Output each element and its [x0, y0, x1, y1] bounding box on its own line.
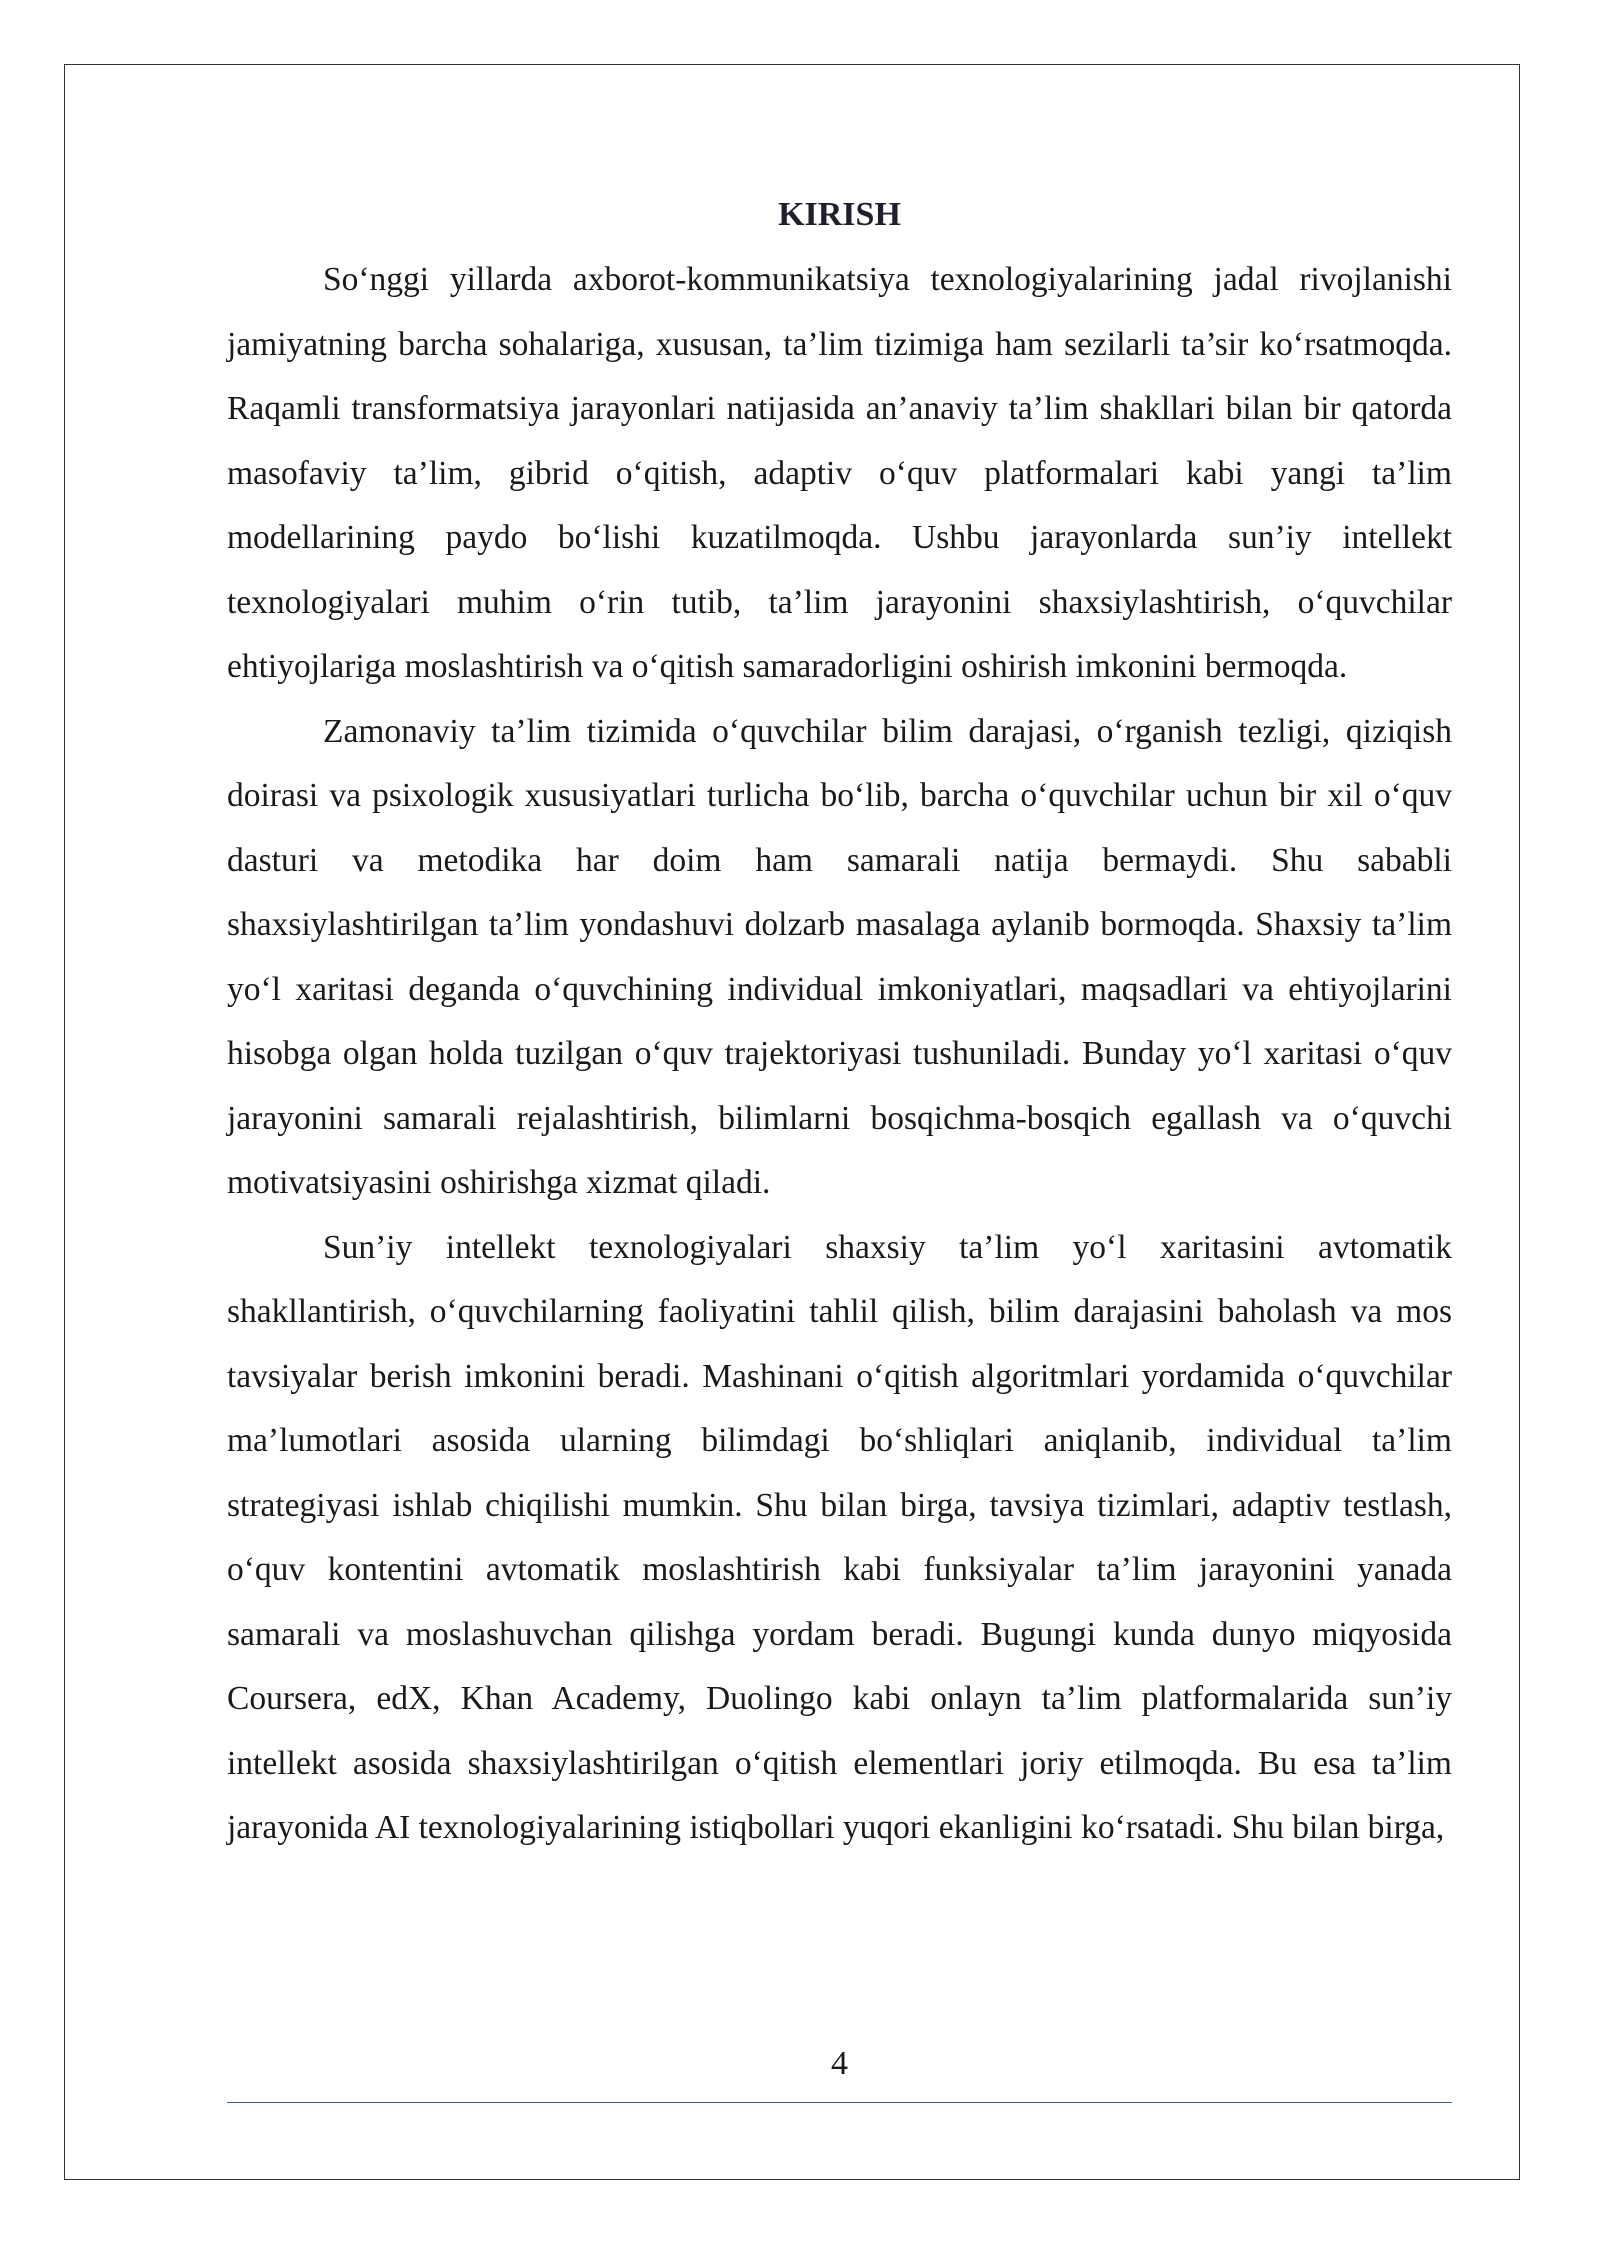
page-number: 4 [831, 2045, 848, 2082]
paragraph-3: Sun’iy intellekt texnologiyalari shaxsiy ta’lim yo‘l xaritasini avtomatik shakllantirish, o‘quvchilarning faoliyatini tahlil qilish, bilim darajasini baholash va mos tavsiyalar berish imkonini beradi. Mashinani o‘qitish algoritmlari yordamida o‘quvchilar ma’lumotlari asosida ularning bilimdagi bo‘shliqlari aniqlanib, individual ta’lim strategiyasi ishlab chiqilishi mumkin. Shu bilan birga, tavsiya tizimlari, adaptiv testlash, o‘quv kontentini avtomatik moslashtirish kabi funksiyalar ta’lim jarayonini yanada samarali va moslashuvchan qilishga yordam beradi. Bugungi kunda dunyo miqyosida Coursera, edX, Khan Academy, Duolingo kabi onlayn ta’lim platformalarida sun’iy intellekt asosida shaxsiylashtirilgan o‘qitish elementlari joriy etilmoqda. Bu esa ta’lim jarayonida AI texnologiyalarining istiqbollari yuqori ekanligini ko‘rsatadi. Shu bilan birga, [227, 1228, 1452, 1846]
paragraph-1: So‘nggi yillarda axborot-kommunikatsiya texnologiyalarining jadal rivojlanishi jamiyatning barcha sohalariga, xususan, ta’lim tizimiga ham sezilarli ta’sir ko‘rsatmoqda. Raqamli transformatsiya jarayonlari natijasida an’anaviy ta’lim shakllari bilan bir qatorda masofaviy ta’lim, gibrid o‘qitish, adaptiv o‘quv platformalari kabi yangi ta’lim modellarining paydo bo‘lishi kuzatilmoqda. Ushbu jarayonlarda sun’iy intellekt texnologiyalari muhim o‘rin tutib, ta’lim jarayonini shaxsiylashtirish, o‘quvchilar ehtiyojlariga moslashtirish va o‘qitish samaradorligini oshirish imkonini bermoqda. [227, 261, 1452, 685]
section-title: KIRISH [778, 196, 901, 233]
paragraph-2: Zamonaviy ta’lim tizimida o‘quvchilar bilim darajasi, o‘rganish tezligi, qiziqish doirasi va psixologik xususiyatlari turlicha bo‘lib, barcha o‘quvchilar uchun bir xil o‘quv dasturi va metodika har doim ham samarali natija bermaydi. Shu sababli shaxsiylashtirilgan ta’lim yondashuvi dolzarb masalaga aylanib bormoqda. Shaxsiy ta’lim yo‘l xaritasi deganda o‘quvchining individual imkoniyatlari, maqsadlari va ehtiyojlarini hisobga olgan holda tuzilgan o‘quv trajektoriyasi tushuniladi. Bunday yo‘l xaritasi o‘quv jarayonini samarali rejalashtirish, bilimlarni bosqichma-bosqich egallash va o‘quvchi motivatsiyasini oshirishga xizmat qiladi. [227, 712, 1452, 1201]
footer-divider [227, 2102, 1452, 2103]
document-body [227, 186, 1452, 1861]
